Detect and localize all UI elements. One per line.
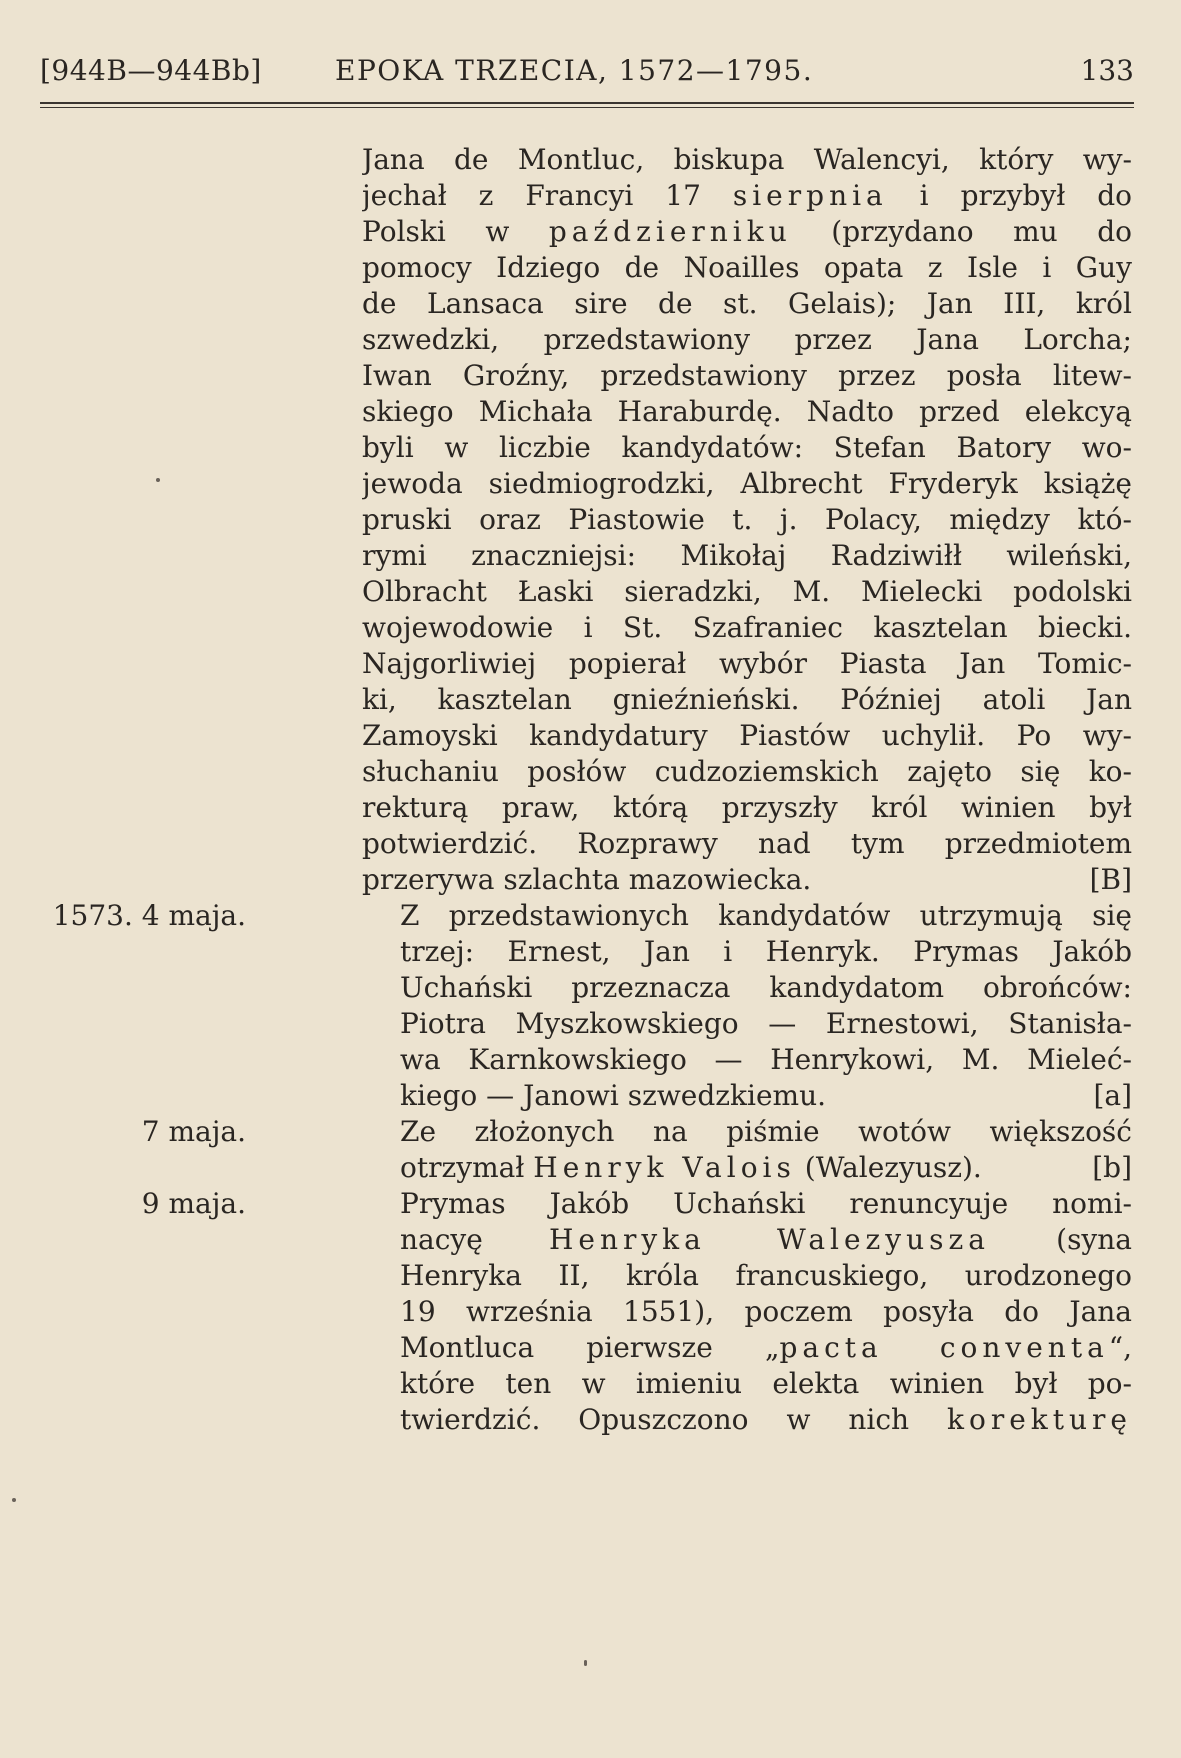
text-line: słuchaniu posłów cudzoziemskich zajęto się ko- (362, 755, 1132, 788)
line-text: kiego — Janowi szwedzkiemu. (400, 1079, 827, 1112)
text-line: szwedzki, przedstawiony przez Jana Lorcha; (362, 323, 1132, 356)
text-line: Jana de Montluc, biskupa Walencyi, który wy- (362, 143, 1132, 176)
source-mark: [a] (1093, 1079, 1132, 1112)
entry-date: 1573. 4 maja. (52, 899, 246, 932)
text-line (362, 862, 1132, 898)
text-line: Iwan Groźny, przedstawiony przez posła litew- (362, 359, 1132, 392)
text-line: Polski w październiku (przydano mu do (362, 215, 1132, 248)
text-line: Ze złożonych na piśmie wotów większość (400, 1115, 1132, 1148)
text-line: Montluca pierwsze „pacta conventa“, (400, 1331, 1132, 1364)
text-line: de Lansaca sire de st. Gelais); Jan III, król (362, 287, 1132, 320)
text-line: trzej: Ernest, Jan i Henryk. Prymas Jakób (400, 935, 1132, 968)
paper-speck (584, 1660, 587, 1666)
text-line: Henryka II, króla francuskiego, urodzonego (400, 1259, 1132, 1292)
text-line: pruski oraz Piastowie t. j. Polacy, między któ- (362, 503, 1132, 536)
text-line: Olbracht Łaski sieradzki, M. Mielecki podolski (362, 575, 1132, 608)
text-line: Zamoyski kandydatury Piastów uchylił. Po wy- (362, 719, 1132, 752)
entry-date: 9 maja. (141, 1187, 246, 1220)
text-line: otrzymał Henryk Valois (Walezyusz). [b] (400, 1151, 1132, 1184)
text-line: wojewodowie i St. Szafraniec kasztelan biecki. (362, 611, 1132, 644)
text-line: Prymas Jakób Uchański renuncyuje nomi- (400, 1187, 1132, 1220)
page-number: 133 (1080, 54, 1134, 87)
text-line: byli w liczbie kandydatów: Stefan Batory wo- (362, 431, 1132, 464)
entry-date: 7 maja. (141, 1115, 246, 1148)
paper-speck (12, 1498, 16, 1502)
text-line: rymi znaczniejsi: Mikołaj Radziwiłł wileński, (362, 539, 1132, 572)
text-line: jewoda siedmiogrodzki, Albrecht Fryderyk książę (362, 467, 1132, 500)
paper-speck (156, 478, 160, 482)
text-line: jechał z Francyi 17 sierpnia i przybył do (362, 179, 1132, 212)
text-line: 19 września 1551), poczem posyła do Jana (400, 1295, 1132, 1328)
text-line: twierdzić. Opuszczono w nich korekturę (400, 1403, 1132, 1436)
text-line: pomocy Idziego de Noailles opata z Isle i Guy (362, 251, 1132, 284)
text-line (400, 1078, 1132, 1114)
text-line: Piotra Myszkowskiego — Ernestowi, Stanisła- (400, 1007, 1132, 1040)
text-line: Uchański przeznacza kandydatom obrońców: (400, 971, 1132, 1004)
text-line: Z przedstawionych kandydatów utrzymują się (400, 899, 1132, 932)
source-mark: [B] (1089, 863, 1132, 896)
section-range: [944B—944Bb] (40, 54, 262, 87)
text-line: które ten w imieniu elekta winien był po- (400, 1367, 1132, 1400)
text-line: rekturą praw, którą przyszły król winien był (362, 791, 1132, 824)
running-title: EPOKA TRZECIA, 1572—1795. (335, 54, 814, 87)
text-line: potwierdzić. Rozprawy nad tym przedmiotem (362, 827, 1132, 860)
source-mark: [b] (1092, 1151, 1132, 1184)
text-line: nacyę Henryka Walezyusza (syna (400, 1223, 1132, 1256)
running-header (40, 54, 1134, 94)
text-line: ki, kasztelan gnieźnieński. Później atoli Jan (362, 683, 1132, 716)
header-rule-thin (40, 107, 1134, 108)
text-line: wa Karnkowskiego — Henrykowi, M. Mieleć- (400, 1043, 1132, 1076)
header-rule (40, 102, 1134, 104)
line-text: przerywa szlachta mazowiecka. (362, 863, 812, 896)
text-line: skiego Michała Haraburdę. Nadto przed elekcyą (362, 395, 1132, 428)
text-line: Najgorliwiej popierał wybór Piasta Jan Tomic- (362, 647, 1132, 680)
